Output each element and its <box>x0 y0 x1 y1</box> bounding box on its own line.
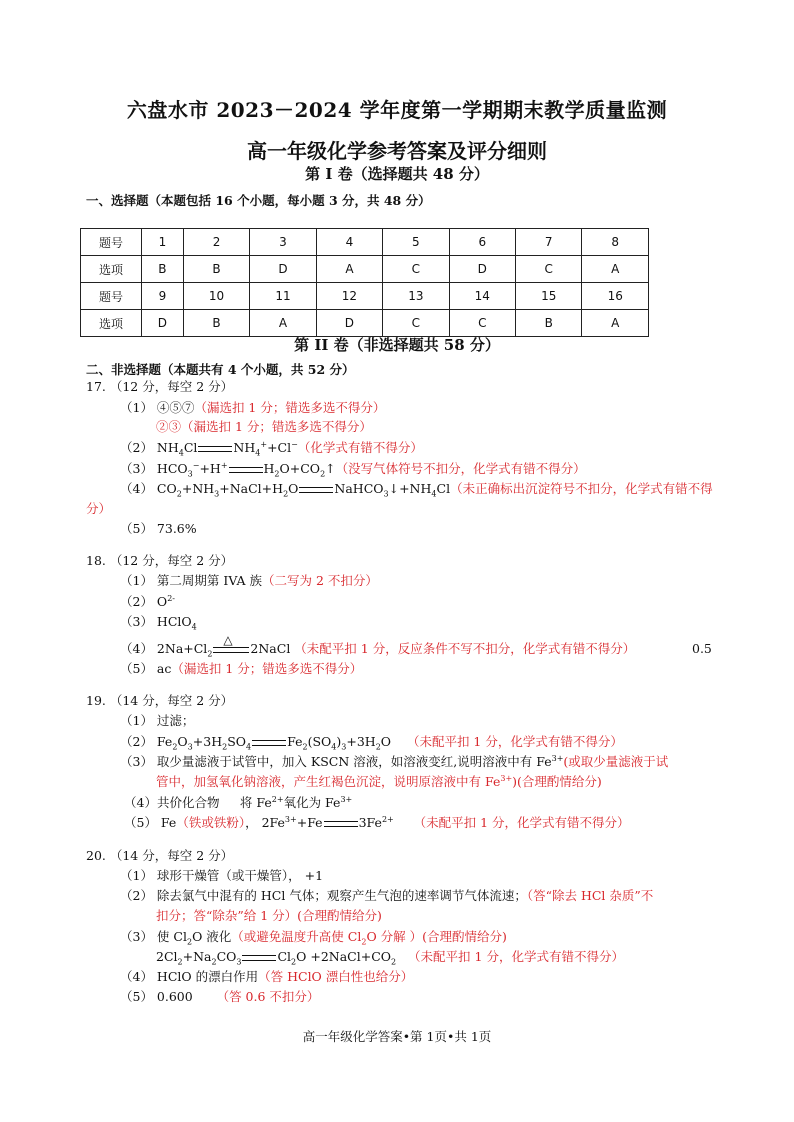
q18-heading: 18. （12 分，每空 2 分） <box>86 553 234 568</box>
answer-text: （4）共价化合物 将 Fe <box>124 795 272 810</box>
scoring-note: （漏选扣 1 分；错选多选不得分） <box>171 661 363 676</box>
part2-title: 第 II 卷（非选择题共 58 分） <box>294 336 500 354</box>
table-cell: 15 <box>516 283 582 310</box>
part1-title: 第 I 卷（选择题共 48 分） <box>305 165 489 183</box>
scoring-note: （未配平扣 1 分，反应条件不写不扣分，化学式有错不得分） <box>294 641 636 656</box>
scoring-note: （没写气体符号不扣分，化学式有错不得分） <box>335 461 586 476</box>
table-cell: B <box>183 310 249 337</box>
table-cell: 5 <box>383 229 449 256</box>
answer-text: （5） ac <box>120 661 172 676</box>
table-cell: 3 <box>250 229 316 256</box>
table-cell: 1 <box>142 229 184 256</box>
table-cell: A <box>250 310 316 337</box>
table-cell: B <box>516 310 582 337</box>
table-cell: 11 <box>250 283 316 310</box>
table-cell: 2 <box>183 229 249 256</box>
q19-line5: （5） Fe（铁或铁粉）， $2Fe^{3+}+Fe$ $3Fe^{2+}$ （未配平扣 1 分，化学式有错不得分） <box>124 814 630 830</box>
table-cell: C <box>383 256 449 283</box>
table-cell: D <box>250 256 316 283</box>
q18-line2: （2） $O^{2-}$ <box>120 593 175 609</box>
table-cell: 14 <box>449 283 515 310</box>
table-cell: C <box>449 310 515 337</box>
scoring-note: （或避免温度升高使 Cl <box>231 929 362 944</box>
q17-line5: （4） $CO_2+NH_3+NaCl+H_2O$ $NaHCO_3↓+NH_4Cl$（未正确标出沉淀符号不扣分，化学式有错不得 <box>120 481 713 499</box>
part2-heading: 二、非选择题（本题共有 4 个小题，共 52 分） <box>86 362 355 377</box>
q19-line1: （1） 过滤； <box>120 713 195 728</box>
table-row <box>81 229 649 256</box>
document-title: 六盘水市 2023－2024 学年度第一学期期末教学质量监测 <box>126 98 668 122</box>
q20-heading: 20. （14 分，每空 2 分） <box>86 848 234 863</box>
table-cell: 4 <box>316 229 382 256</box>
q18-line3: （3） HClO$_4$ <box>120 614 197 632</box>
answer-text: （3） 使 Cl <box>120 929 187 944</box>
table-row <box>81 283 649 310</box>
q19-line4: （4）共价化合物 将 $Fe^{2+}$氧化为 $Fe^{3+}$ <box>124 794 353 810</box>
q17-line4: （3） $HCO_3^-+H^+$ $H_2O+CO_2↑$（没写气体符号不扣分，化学式有错不得分） <box>120 460 586 479</box>
answer-text: （1） 第二周期第 IVA 族 <box>120 573 263 588</box>
scoring-note: （答 0.6 不扣分） <box>216 989 320 1004</box>
table-cell: B <box>142 256 184 283</box>
q20-line2-cont <box>156 908 382 924</box>
table-cell: D <box>449 256 515 283</box>
table-cell: 12 <box>316 283 382 310</box>
document-subtitle: 高一年级化学参考答案及评分细则 <box>247 139 547 163</box>
q17-line3: （2） $NH_4Cl$ $NH_4^++Cl^-$（化学式有错不得分） <box>120 439 423 458</box>
q18-line1 <box>120 573 378 589</box>
table-cell: D <box>316 310 382 337</box>
table-cell: 选项 <box>81 310 142 337</box>
q20-line6 <box>120 989 319 1005</box>
scoring-note: （未配平扣 1 分，化学式有错不得分） <box>406 734 623 749</box>
scoring-note: （答 HClO 漂白性也给分） <box>258 969 414 984</box>
table-cell: 8 <box>582 229 649 256</box>
q20-line3: （3） 使 $Cl_2O$ 液化（或避免温度升高使 $Cl_2O$ 分解 ）(合理酌情给分) <box>120 929 507 947</box>
q18-line5 <box>120 661 362 677</box>
q19-line2: （2） $Fe_2O_3+3H_2SO_4$ $Fe_2(SO_4)_3+3H_2O$ （未配平扣 1 分，化学式有错不得分） <box>120 734 623 752</box>
table-cell: 题号 <box>81 229 142 256</box>
answer-text: （5） Fe <box>124 815 177 830</box>
q18-line4: （4） $2Na+Cl_2$ △ 2NaCl （未配平扣 1 分，反应条件不写不扣分，化学式有错不得分） <box>120 632 636 659</box>
table-cell: C <box>383 310 449 337</box>
answer-text: （2） 除去氯气中混有的 HCl 气体；观察产生气泡的速率调节气体流速； <box>120 888 527 903</box>
answer-text: （2） NH <box>120 440 179 455</box>
scoring-note: （铁或铁粉） <box>176 815 246 830</box>
q17-line1 <box>120 400 385 416</box>
scoring-note: （未配平扣 1 分，化学式有错不得分） <box>408 949 624 964</box>
table-cell: 13 <box>383 283 449 310</box>
scoring-note: )(合理酌情给分) <box>512 774 602 789</box>
table-cell: 题号 <box>81 283 142 310</box>
part1-heading: 一、选择题（本题包括 16 个小题，每小题 3 分，共 48 分） <box>86 193 431 208</box>
scoring-note: (或取少量滤液于试 <box>563 754 669 769</box>
table-cell: A <box>316 256 382 283</box>
q18-extra-value: 0.5 <box>692 641 712 656</box>
scoring-note: （答“除去 HCl 杂质”不 <box>526 888 654 903</box>
answer-text: （3） HClO <box>120 614 192 629</box>
scoring-note: (合理酌情给分) <box>422 929 507 944</box>
table-cell: 9 <box>142 283 184 310</box>
table-cell: A <box>582 310 649 337</box>
answer-text: （3） 取少量滤液于试管中，加入 KSCN 溶液，如溶液变红,说明溶液中有 Fe <box>120 754 552 769</box>
answer-text: （1） ④⑤⑦ <box>120 400 195 415</box>
q17-line5-cont: 分） <box>86 501 112 516</box>
table-cell: 16 <box>582 283 649 310</box>
scoring-note: （二写为 2 不扣分） <box>262 573 378 588</box>
table-cell: 6 <box>449 229 515 256</box>
answer-text: （4） HClO 的漂白作用 <box>120 969 259 984</box>
q20-line4: $2Cl_2+Na_2CO_3$ $Cl_2O$ $+2NaCl+CO_2$ （未配平扣 1 分，化学式有错不得分） <box>156 949 624 967</box>
q17-heading: 17. （12 分，每空 2 分） <box>86 379 234 394</box>
scoring-note: （漏选扣 1 分；错选多选不得分） <box>194 400 386 415</box>
table-cell: 7 <box>516 229 582 256</box>
table-row <box>81 310 649 337</box>
q17-line2: ②③（漏选扣 1 分；错选多选不得分） <box>156 419 372 434</box>
q20-line1: （1） 球形干燥管（或干燥管）， +1 <box>120 868 324 883</box>
answer-text: （5） 0.600 <box>120 989 193 1004</box>
table-cell: 10 <box>183 283 249 310</box>
table-row <box>81 256 649 283</box>
q20-line5 <box>120 969 413 985</box>
q19-heading: 19. （14 分，每空 2 分） <box>86 693 234 708</box>
scoring-note: （未正确标出沉淀符号不扣分，化学式有错不得 <box>450 481 713 496</box>
answer-text: （2） O <box>120 594 168 609</box>
scoring-note: 扣分；答“除杂”给 1 分）(合理酌情给分) <box>156 908 382 923</box>
q19-line3: （3） 取少量滤液于试管中，加入 KSCN 溶液，如溶液变红,说明溶液中有 $Fe^{3+}$(或取少量滤液于试 <box>120 753 669 769</box>
table-cell: D <box>142 310 184 337</box>
q19-line3-cont: 管中，加氢氧化钠溶液，产生红褐色沉淀，说明原溶液中有 $Fe^{3+}$)(合理酌情给分) <box>156 773 602 789</box>
page-footer: 高一年级化学答案•第 1页•共 1页 <box>302 1029 492 1044</box>
table-cell: B <box>183 256 249 283</box>
scoring-note: （未配平扣 1 分，化学式有错不得分） <box>413 815 630 830</box>
table-cell: C <box>516 256 582 283</box>
q17-line6: （5） 73.6% <box>120 521 197 536</box>
scoring-note: 管中，加氢氧化钠溶液，产生红褐色沉淀，说明原溶液中有 Fe <box>156 774 501 789</box>
table-cell: A <box>582 256 649 283</box>
scoring-note: （化学式有错不得分） <box>297 440 423 455</box>
q20-line2 <box>120 888 653 904</box>
answer-table <box>80 228 649 337</box>
table-cell: 选项 <box>81 256 142 283</box>
